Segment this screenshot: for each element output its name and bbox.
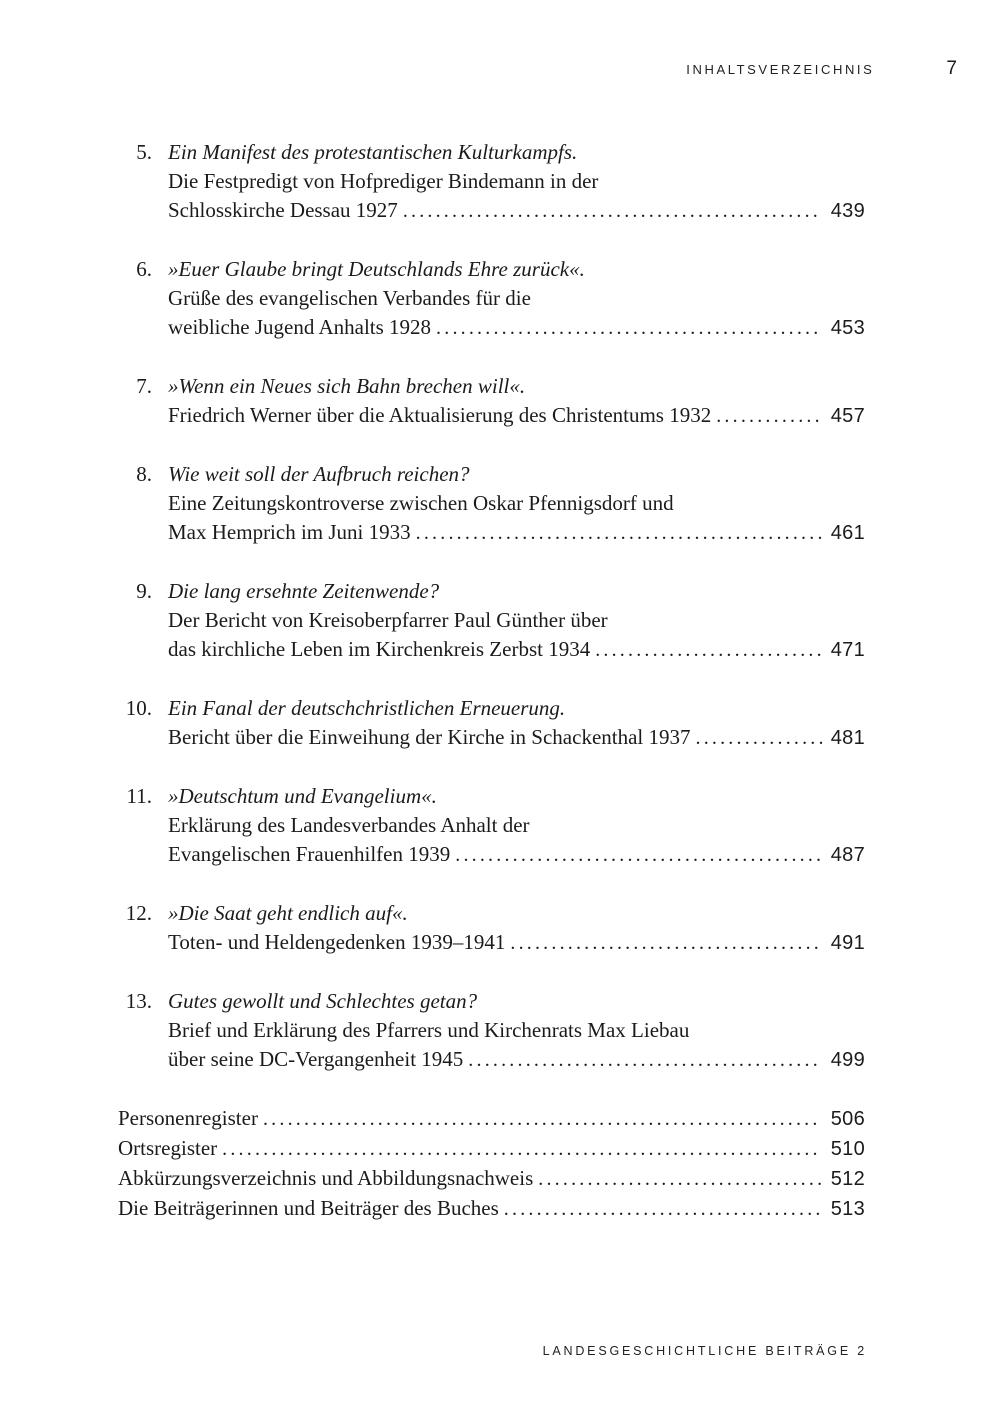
toc-entry-body	[168, 577, 865, 665]
dot-leader	[455, 840, 821, 870]
backmatter-label: Personenregister	[118, 1106, 258, 1130]
toc-entry-body	[168, 694, 865, 753]
toc-entry-final-text: über seine DC-Vergangenheit 1945	[168, 1047, 464, 1071]
toc-entry-lastline	[168, 196, 865, 226]
toc-entry	[118, 694, 865, 753]
backmatter-label: Ortsregister	[118, 1136, 218, 1160]
toc-entry-final-text: Max Hemprich im Juni 1933	[168, 520, 411, 544]
toc-entry-subtitle-line: Eine Zeitungskontroverse zwischen Oskar Pfennigsdorf und	[168, 491, 674, 515]
toc-entry-page-number: 457	[830, 405, 865, 427]
toc-entry-title: »Deutschtum und Evangelium«.	[168, 784, 437, 808]
toc-entry-title: Ein Fanal der deutschchristlichen Erneuerung.	[168, 696, 566, 720]
dot-leader	[538, 1164, 821, 1194]
backmatter-row	[118, 1164, 865, 1194]
dot-leader	[436, 313, 822, 343]
toc-entry-body	[168, 460, 865, 548]
backmatter-label: Abkürzungsverzeichnis und Abbildungsnachweis	[118, 1166, 534, 1190]
page-folio-number: 7	[946, 58, 957, 79]
table-of-contents	[118, 138, 865, 1224]
toc-entry-lastline	[168, 313, 865, 343]
toc-entry-subtitle-line: Die Festpredigt von Hofprediger Bindemann in der	[168, 169, 599, 193]
toc-entry-number: 6.	[136, 257, 152, 281]
toc-entry-body	[168, 138, 865, 226]
backmatter-page-number: 510	[830, 1138, 865, 1160]
backmatter-page-number: 512	[830, 1168, 865, 1190]
running-header	[0, 58, 957, 80]
toc-entry-page-number: 453	[830, 317, 865, 339]
toc-entry-title: »Die Saat geht endlich auf«.	[168, 901, 408, 925]
dot-leader	[595, 635, 822, 665]
toc-entry-lastline	[168, 635, 865, 665]
backmatter-row	[118, 1104, 865, 1134]
dot-leader	[263, 1104, 822, 1134]
toc-entry-page-number: 471	[830, 639, 865, 661]
backmatter-page-number: 513	[830, 1198, 865, 1220]
toc-entry-number: 9.	[136, 579, 152, 603]
dot-leader	[468, 1045, 821, 1075]
dot-leader	[403, 196, 822, 226]
toc-entry-title: »Euer Glaube bringt Deutschlands Ehre zurück«.	[168, 257, 585, 281]
toc-entry-title: Wie weit soll der Aufbruch reichen?	[168, 462, 470, 486]
toc-entry	[118, 577, 865, 665]
toc-entry-lastline	[168, 1045, 865, 1075]
toc-entry-body	[168, 255, 865, 343]
toc-entry-lastline	[168, 518, 865, 548]
backmatter-row	[118, 1194, 865, 1224]
toc-entry-list	[118, 138, 865, 1075]
toc-entry-final-text: Evangelischen Frauenhilfen 1939	[168, 842, 451, 866]
toc-entry	[118, 138, 865, 226]
toc-entry	[118, 987, 865, 1075]
toc-entry-final-text: Bericht über die Einweihung der Kirche in Schackenthal 1937	[168, 725, 691, 749]
backmatter-row	[118, 1134, 865, 1164]
toc-entry-title: Die lang ersehnte Zeitenwende?	[168, 579, 440, 603]
toc-entry-number: 5.	[136, 140, 152, 164]
toc-entry-page-number: 439	[830, 200, 865, 222]
toc-entry-page-number: 491	[830, 932, 865, 954]
toc-entry-number: 7.	[136, 374, 152, 398]
backmatter-label: Die Beiträgerinnen und Beiträger des Buches	[118, 1196, 499, 1220]
dot-leader	[696, 723, 822, 753]
toc-entry-final-text: Toten- und Heldengedenken 1939–1941	[168, 930, 506, 954]
toc-entry-title: Gutes gewollt und Schlechtes getan?	[168, 989, 478, 1013]
toc-entry-number: 11.	[126, 784, 152, 808]
footer-imprint: LANDESGESCHICHTLICHE BEITRÄGE 2	[542, 1344, 867, 1358]
toc-entry-body	[168, 987, 865, 1075]
toc-entry	[118, 372, 865, 431]
dot-leader	[504, 1194, 822, 1224]
toc-entry-subtitle-line: Der Bericht von Kreisoberpfarrer Paul Günther über	[168, 608, 608, 632]
toc-entry-page-number: 499	[830, 1049, 865, 1071]
dot-leader	[716, 401, 821, 431]
toc-entry	[118, 460, 865, 548]
toc-entry-subtitle-line: Brief und Erklärung des Pfarrers und Kirchenrats Max Liebau	[168, 1018, 690, 1042]
toc-entry-number: 13.	[125, 989, 152, 1013]
toc-entry-subtitle-line: Grüße des evangelischen Verbandes für die	[168, 286, 531, 310]
toc-entry-body	[168, 899, 865, 958]
toc-entry-page-number: 481	[830, 727, 865, 749]
toc-entry-final-text: das kirchliche Leben im Kirchenkreis Zerbst 1934	[168, 637, 591, 661]
toc-entry-number: 12.	[125, 901, 152, 925]
toc-entry-subtitle-line: Erklärung des Landesverbandes Anhalt der	[168, 813, 530, 837]
dot-leader	[222, 1134, 822, 1164]
toc-entry-lastline	[168, 928, 865, 958]
toc-entry-final-text: Friedrich Werner über die Aktualisierung des Christentums 1932	[168, 403, 712, 427]
toc-entry-lastline	[168, 401, 865, 431]
toc-entry-body	[168, 782, 865, 870]
toc-entry-number: 8.	[136, 462, 152, 486]
toc-entry-page-number: 487	[830, 844, 865, 866]
toc-entry-final-text: weibliche Jugend Anhalts 1928	[168, 315, 432, 339]
running-header-title: INHALTSVERZEICHNIS	[686, 62, 875, 77]
dot-leader	[416, 518, 822, 548]
toc-entry-body	[168, 372, 865, 431]
backmatter-list	[118, 1104, 865, 1224]
toc-entry-final-text: Schlosskirche Dessau 1927	[168, 198, 398, 222]
backmatter-page-number: 506	[830, 1108, 865, 1130]
toc-entry	[118, 899, 865, 958]
toc-entry-page-number: 461	[830, 522, 865, 544]
toc-entry-number: 10.	[125, 696, 152, 720]
toc-entry	[118, 782, 865, 870]
toc-entry-title: Ein Manifest des protestantischen Kulturkampfs.	[168, 140, 578, 164]
toc-entry-lastline	[168, 840, 865, 870]
toc-entry	[118, 255, 865, 343]
dot-leader	[510, 928, 821, 958]
toc-entry-title: »Wenn ein Neues sich Bahn brechen will«.	[168, 374, 526, 398]
toc-entry-lastline	[168, 723, 865, 753]
